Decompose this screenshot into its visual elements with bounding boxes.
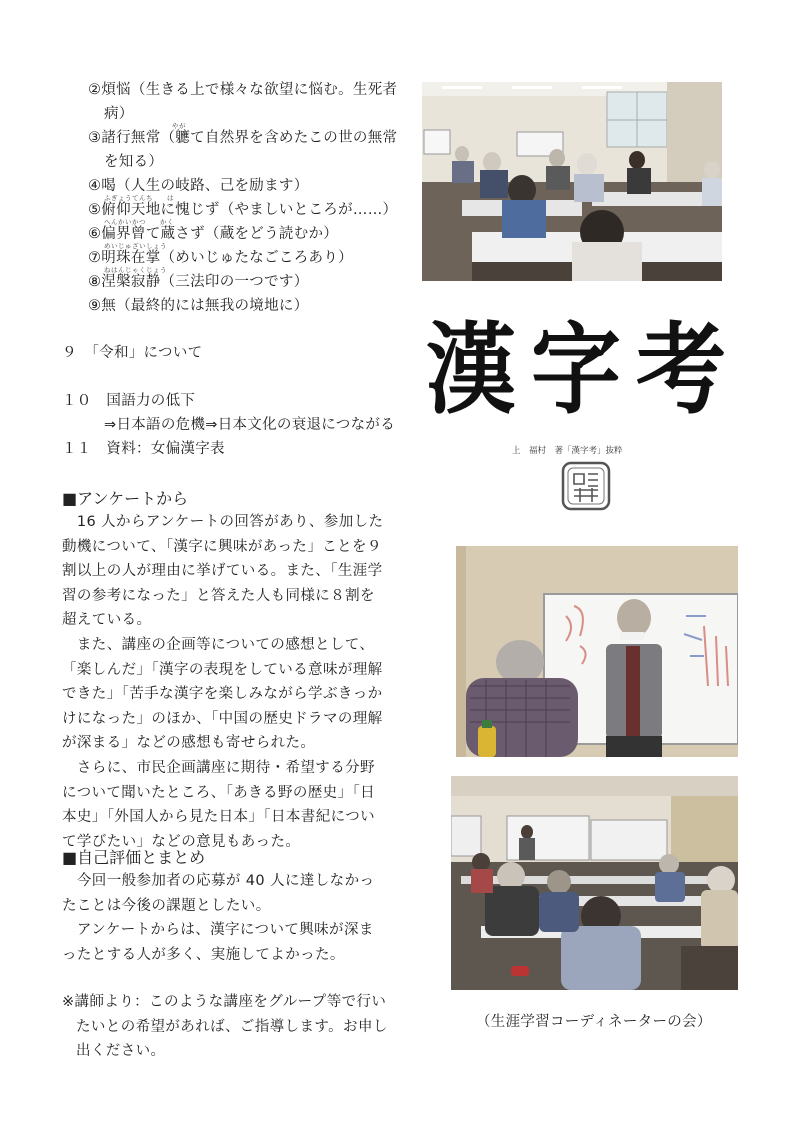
eval-body: [62, 869, 388, 967]
calligraphy-char: 漢: [426, 311, 516, 428]
ruby-text: めいじゅざいしょう: [104, 242, 167, 250]
survey-paragraph: さらに、市民企画講座に期待・希望する分野について聞いたところ、「あきる野の歴史」「日本史」「外国人から見た日本」「日本書紀について学びたい」などの意見もあった。: [62, 759, 376, 850]
list-item-2: ②煩悩（生きる上で様々な欲望に悩む。生死者: [88, 82, 398, 98]
list-item-7: ⑦明珠在掌（めいじゅたなごころあり）: [88, 250, 353, 266]
list-item-9: ⑨無（最終的には無我の境地に）: [88, 298, 309, 314]
calligraphy-characters: [426, 312, 726, 427]
eval-paragraph: 今回一般参加者の応募が 40 人に達しなかったことは今後の課題としたい。: [62, 873, 375, 914]
section-9: ９ 「令和」について: [62, 345, 203, 361]
ruby-text: ふぎょうてんち は: [104, 194, 174, 202]
section-10: １０ 国語力の低下: [62, 393, 196, 409]
list-item-8: ⑧涅槃寂静（三法印の一つです）: [88, 274, 309, 290]
survey-paragraph: 16 人からアンケートの回答があり、参加した動機について、「漢字に興味があった」ことを９割以上の人が理由に挙げている。また、「生涯学習の参考になった」と答えた人も同様に８割を超えている。: [62, 514, 384, 629]
list-item-6: ⑥偏界曾て蔵さず（蔵をどう読むか）: [88, 226, 339, 242]
ruby-text: へんかいかつ かく: [104, 218, 174, 226]
survey-body: [62, 510, 388, 854]
list-item-4: ④喝（人生の岐路、己を励ます）: [88, 178, 309, 194]
list-item-5: ⑤俯仰天地に愧じず（やましいところが……）: [88, 202, 398, 218]
section-11: １１ 資料：女偏漢字表: [62, 441, 225, 457]
ruby-text: やが: [172, 122, 186, 130]
photo-credit-caption: （生涯学習コーディネーターの会）: [476, 1014, 712, 1030]
classroom-photo-2: [451, 776, 738, 990]
list-item-3: ③諸行無常（軈て自然界を含めたこの世の無常: [88, 130, 398, 146]
survey-paragraph: また、講座の企画等についての感想として、「楽しんだ」「漢字の表現をしている意味が理解できた」「苦手な漢字を楽しみながら学ぶきっかけになった」のほか、「中国の歴史ドラマの理解が深まる」などの感想も寄せられた。: [62, 636, 383, 752]
calligraphy-char: 考: [636, 311, 726, 428]
survey-heading: ■アンケートから: [62, 489, 189, 508]
list-item-3-cont: を知る）: [104, 154, 164, 170]
lecturer-photo: [456, 546, 738, 757]
ruby-text: ねはんじゃくじょう: [104, 266, 167, 274]
section-10-sub: ⇒日本語の危機⇒日本文化の衰退につながる: [104, 417, 396, 433]
eval-heading: ■自己評価とまとめ: [62, 848, 206, 867]
seal-stamp: [560, 460, 612, 512]
calligraphy-char: 字: [531, 311, 621, 428]
classroom-photo-1: [422, 82, 722, 281]
calligraphy-image: [420, 312, 738, 522]
calligraphy-caption: 上 福村 著「漢字考」抜粋: [512, 446, 623, 456]
instructor-note: ※講師より：このような講座をグループ等で行いたいとの希望があれば、ご指導します。お申し出ください。: [62, 994, 388, 1060]
eval-paragraph: アンケートからは、漢字について興味が深まったとする人が多く、実施してよかった。: [62, 922, 374, 963]
list-item-2-cont: 病）: [104, 106, 134, 122]
